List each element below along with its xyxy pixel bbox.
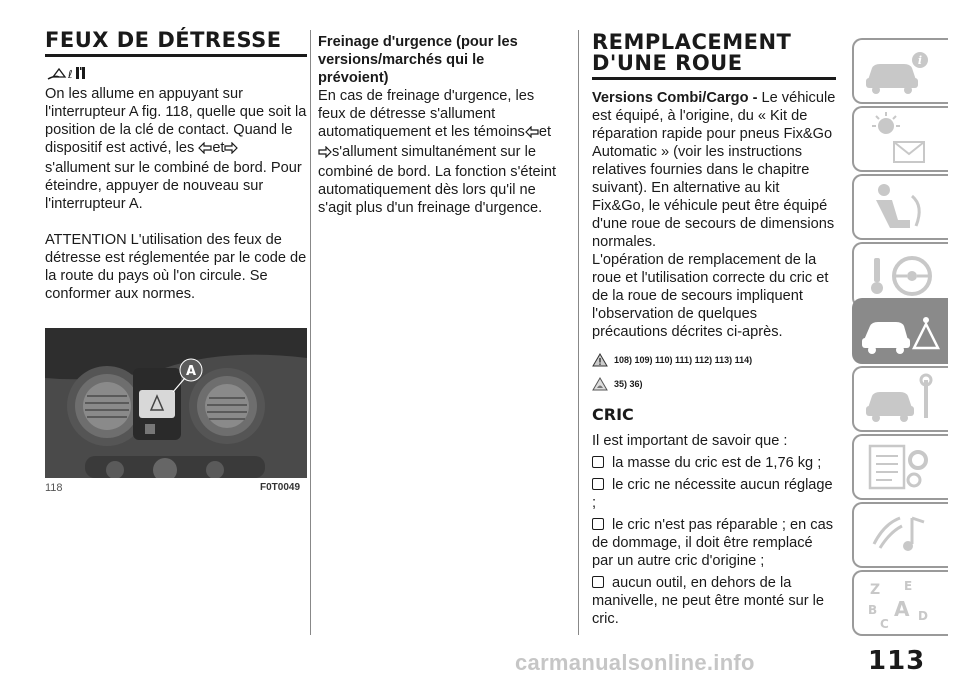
cric-bullet-text: la masse du cric est de 1,76 kg ; xyxy=(612,455,822,471)
warning-note-refs: 108) 109) 110) 111) 112) 113) 114) xyxy=(614,355,753,365)
svg-text:B: B xyxy=(868,603,878,617)
spec-sheet-gear-icon xyxy=(854,436,944,498)
left-arrow-indicator-icon xyxy=(198,141,212,159)
svg-text:E: E xyxy=(904,579,913,593)
environment-note-icon xyxy=(592,377,608,391)
cric-bullet-text: aucun outil, en dehors de la manivelle, ne peut être monté sur le cric. xyxy=(592,575,825,627)
checkbox-bullet-icon xyxy=(592,518,604,530)
hazard-p1-text: On les allume en appuyant sur l'interrupteur A fig. 118, quelle que soit la position de la clé de contact. Quand le dispositif est activé, les xyxy=(45,86,307,156)
section-title-hazard: FEUX DE DÉTRESSE xyxy=(45,28,282,52)
section-title-wheel-line1: REMPLACEMENT xyxy=(592,30,792,54)
svg-text:C: C xyxy=(880,617,889,631)
checkbox-bullet-icon xyxy=(592,478,604,490)
chapter-tab-multimedia[interactable] xyxy=(852,502,948,568)
title-rule xyxy=(592,77,836,80)
cric-bullet xyxy=(592,516,836,570)
svg-text:D: D xyxy=(918,609,928,623)
emergency-breakdown-icon xyxy=(854,300,944,362)
column-middle xyxy=(318,0,558,217)
cric-intro: Il est important de savoir que : xyxy=(592,433,788,449)
warning-note-1 xyxy=(592,353,836,367)
figure-number: 118 xyxy=(45,482,63,494)
page-number: 113 xyxy=(868,646,926,676)
wheel-intro-bold: Versions Combi/Cargo - xyxy=(592,90,758,106)
column-right xyxy=(592,0,836,628)
warning-note-2 xyxy=(592,377,836,391)
emergency-et: et xyxy=(538,124,552,140)
left-arrow-indicator-icon xyxy=(525,125,539,143)
chapter-tab-vehicle-info[interactable] xyxy=(852,38,948,104)
column-divider-2 xyxy=(578,30,579,635)
cric-bullet-text: le cric n'est pas réparable ; en cas de dommage, il doit être remplacé par un autre cric d'origine ; xyxy=(592,517,833,569)
cric-title: CRIC xyxy=(592,405,634,424)
car-wrench-icon xyxy=(854,368,944,430)
chapter-tab-emergency[interactable] xyxy=(852,298,948,364)
chapter-tab-technical-data[interactable] xyxy=(852,434,948,500)
warning-triangle-icon xyxy=(592,353,608,367)
figure-hazard-switch xyxy=(45,328,307,478)
title-rule xyxy=(45,54,307,57)
wheel-intro-text: Le véhicule est équipé, à l'origine, du « Kit de réparation rapide pour pneus Fix&Go Automatic » (voir les instructions relatives fournies dans le chapitre suivant). En alternative au kit Fix&Go, le véhicule peut être équipé d'une roue de secours de dimensions normales. xyxy=(592,90,836,250)
hazard-p1-end: s'allument sur le combiné de bord. Pour éteindre, appuyer de nouveau sur l'interrupteur A. xyxy=(45,160,302,212)
svg-text:A: A xyxy=(894,597,910,621)
hazard-switch-icon xyxy=(45,63,95,83)
section-title-wheel-line2: D'UNE ROUE xyxy=(592,51,743,75)
watermark-text: carmanualsonline.info xyxy=(515,650,755,675)
wheel-intro xyxy=(592,89,836,251)
cric-bullet xyxy=(592,454,836,472)
hazard-paragraph-1 xyxy=(45,85,307,213)
seat-safety-icon xyxy=(854,176,944,238)
column-left xyxy=(45,0,307,303)
hazard-icons xyxy=(45,63,307,83)
cric-bullet xyxy=(592,574,836,628)
checkbox-bullet-icon xyxy=(592,576,604,588)
chapter-tab-safety[interactable] xyxy=(852,174,948,240)
steering-wheel-icon xyxy=(854,244,944,306)
cric-bullet-text: le cric ne nécessite aucun réglage ; xyxy=(592,477,833,511)
cric-bullet-list xyxy=(592,454,836,628)
checkbox-bullet-icon xyxy=(592,456,604,468)
alphabet-index-icon xyxy=(854,572,944,634)
right-arrow-indicator-icon xyxy=(224,141,238,159)
column-divider-1 xyxy=(310,30,311,635)
emergency-braking-paragraph xyxy=(318,87,558,217)
svg-text:i: i xyxy=(917,54,923,67)
figure-code: F0T0049 xyxy=(260,482,301,493)
emergency-p1a: En cas de freinage d'urgence, les feux de détresse s'allument automatiquement et les témoins xyxy=(318,88,535,140)
emergency-braking-subtitle: Freinage d'urgence (pour les versions/marchés qui le prévoient) xyxy=(318,34,518,86)
environment-note-refs: 35) 36) xyxy=(614,379,643,389)
emergency-p1b: s'allument simultanément sur le combiné de bord. La fonction s'éteint automatiquement dès lors qu'il ne s'agit plus d'un freinage d'urgence. xyxy=(318,144,557,216)
warning-lights-icon xyxy=(854,108,944,170)
svg-text:Z: Z xyxy=(870,582,881,598)
svg-text:ℓ: ℓ xyxy=(68,68,73,81)
figure-label-a: A xyxy=(185,364,197,379)
chapter-tab-index[interactable] xyxy=(852,570,948,636)
multimedia-note-icon xyxy=(854,504,944,566)
chapter-tab-dashboard-lights[interactable] xyxy=(852,106,948,172)
right-arrow-indicator-icon xyxy=(318,145,332,163)
wheel-paragraph-2: L'opération de remplacement de la roue et l'utilisation correcte du cric et de la roue de secours impliquent l'observation de quelques précautions décrites ci-après. xyxy=(592,252,829,340)
car-info-icon xyxy=(854,40,944,102)
hazard-attention: ATTENTION L'utilisation des feux de détresse est réglementée par le code de la route du pays où l'on circule. Se conformer aux normes. xyxy=(45,232,307,302)
hazard-et: et xyxy=(212,140,225,156)
cric-bullet xyxy=(592,476,836,512)
chapter-tab-maintenance[interactable] xyxy=(852,366,948,432)
